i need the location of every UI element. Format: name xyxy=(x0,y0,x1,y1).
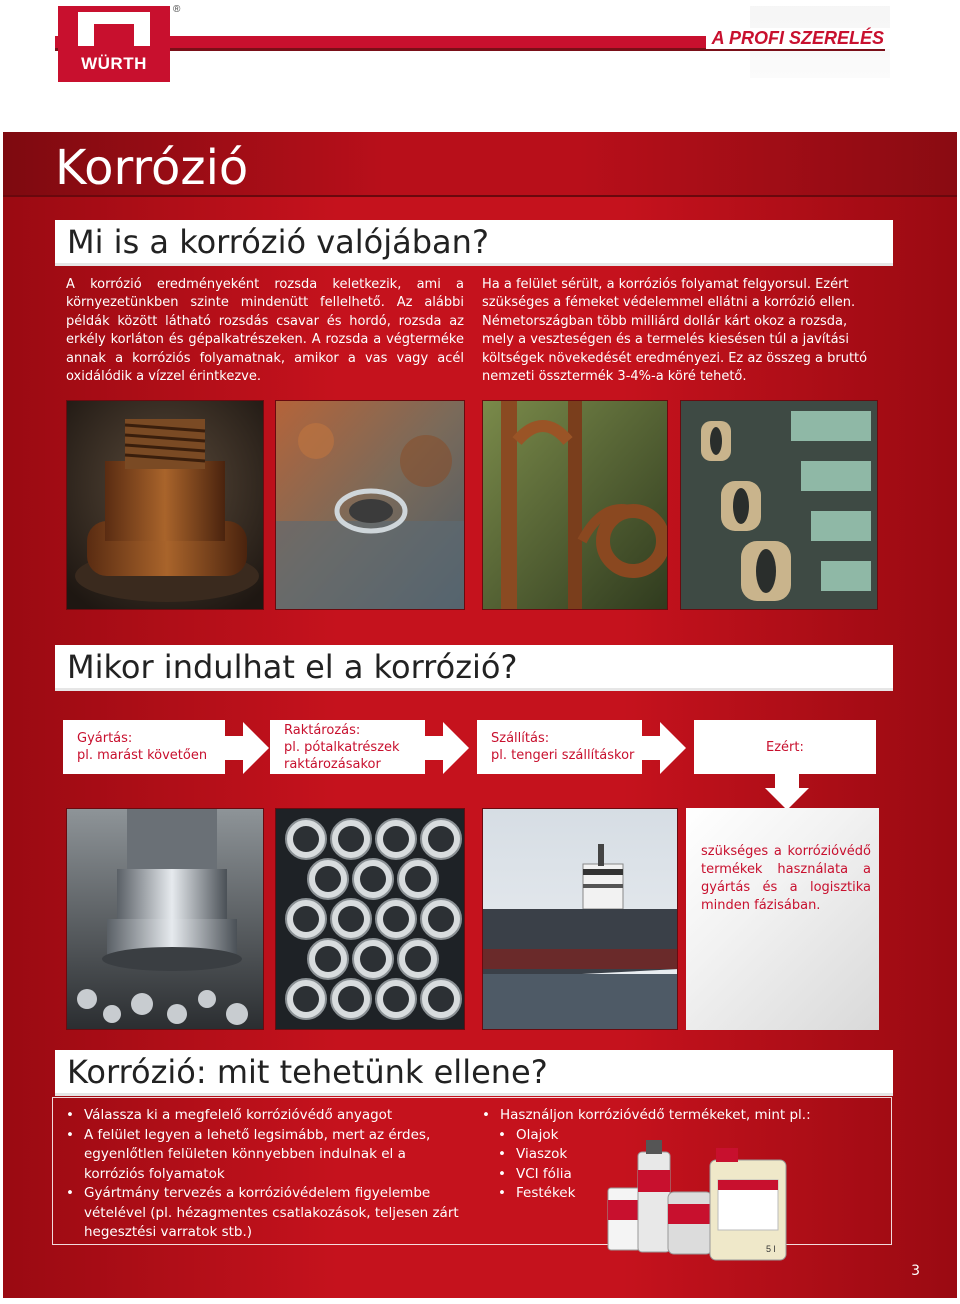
list-item: • Viaszok xyxy=(498,1145,842,1165)
section-what-is-corrosion-header xyxy=(55,220,893,266)
page-header xyxy=(0,0,960,95)
flow-step-storage-label: Raktározás: xyxy=(284,723,361,738)
section-when-corrosion-starts-title: Mikor indulhat el a korrózió? xyxy=(67,648,518,686)
wurth-logo-mark xyxy=(78,12,150,46)
canister-volume-label: 5 l xyxy=(766,1244,776,1254)
section1-right-paragraph: Ha a felület sérült, a korróziós folyamat felgyorsul. Ezért szükséges a fémeket védelemmel ellátni a korrózió ellen. Németországban több milliárd dollár kárt okoz a rozsda, mely a veszteségen és a termelés kiesésen túl a javítási költségek növekedését eredményezi. Ez az összeg a bruttó nemzeti össztermék 3-4%-a köré tehető. xyxy=(482,277,868,385)
list-item: • Olajok xyxy=(498,1126,842,1146)
registered-mark: ® xyxy=(173,4,181,15)
rusty-bolt-photo xyxy=(66,400,264,610)
section-what-can-we-do-title: Korrózió: mit tehetünk ellene? xyxy=(67,1053,548,1091)
flow-step-shipping-label: Szállítás: xyxy=(491,731,550,746)
list-item: • A felület legyen a lehető legsimább, mert az érdes, egyenlőtlen felületen könnyebben indulnak el a korróziós folyamatok xyxy=(66,1126,466,1185)
arrow-right-icon-stem-1 xyxy=(225,736,245,760)
list-item: • Festékek xyxy=(498,1184,842,1204)
flow-step-storage xyxy=(270,720,425,774)
products-image xyxy=(606,1140,788,1264)
section1-right-text xyxy=(482,276,882,386)
list-item: • VCI fólia xyxy=(498,1165,842,1185)
steel-pipes-photo xyxy=(275,808,465,1030)
flow-step-shipping xyxy=(477,720,642,774)
flow-step-storage-detail: pl. pótalkatrészek xyxy=(284,740,400,755)
page-title: Korrózió xyxy=(55,140,249,196)
flow-step-production-detail: pl. marást követően xyxy=(77,748,208,763)
section-what-is-corrosion-title: Mi is a korrózió valójában? xyxy=(67,223,489,261)
section1-left-paragraph: A korrózió eredményeként rozsda keletkezik, ami a környezetünkben szinte mindenütt fellelhető. Az alábbi példák között látható rozsdás csavar és hordó, rozsda az erkély korláton és gépalkatrészeken. A rozsda a végterméke annak a korróziós folyamatnak, amikor a vas vagy acél oxidálódik a vízzel érintkezve. xyxy=(66,277,464,385)
measures-left-list xyxy=(66,1106,466,1243)
flow-step-storage-detail-2: raktározásakor xyxy=(284,757,381,772)
wurth-logo-text: WÜRTH xyxy=(81,54,147,73)
arrow-right-icon xyxy=(660,722,686,774)
arrow-down-icon xyxy=(765,788,809,810)
flow-step-shipping-detail: pl. tengeri szállításkor xyxy=(491,748,635,763)
section-what-can-we-do-header xyxy=(55,1050,893,1096)
list-item: • Válassza ki a megfelelő korrózióvédő anyagot xyxy=(66,1106,466,1126)
flow-step-production-label: Gyártás: xyxy=(77,731,133,746)
cargo-ship-photo xyxy=(482,808,678,1030)
flow-step-production xyxy=(63,720,225,774)
arrow-right-icon xyxy=(443,722,469,774)
wurth-logo xyxy=(58,6,170,82)
section-when-corrosion-starts-header xyxy=(55,645,893,691)
rusty-barrel-photo xyxy=(275,400,465,610)
section1-left-text xyxy=(66,276,464,386)
conclusion-text: szükséges a korrózióvédő termékek használata a gyártás és a logisztika minden fázisában. xyxy=(701,844,871,913)
page-number: 3 xyxy=(911,1263,920,1279)
arrow-right-icon xyxy=(243,722,269,774)
milling-machine-photo xyxy=(66,808,264,1030)
page-title-bar xyxy=(3,132,957,197)
arrow-right-icon-stem-3 xyxy=(642,736,662,760)
conclusion-box xyxy=(686,808,879,1030)
rusty-railing-photo xyxy=(482,400,668,610)
flow-step-therefore xyxy=(694,720,876,774)
list-item: • Gyártmány tervezés a korrózióvédelem figyelembe vételével (pl. hézagmentes csatlakozások, teljesen zárt hegesztési varratok stb.) xyxy=(66,1184,466,1243)
header-slogan: A PROFI SZERELÉS xyxy=(706,28,890,49)
products-intro: • Használjon korrózióvédő termékeket, mint pl.: xyxy=(482,1106,842,1126)
machine-parts-photo xyxy=(680,400,878,610)
flow-step-therefore-label: Ezért: xyxy=(766,740,804,755)
arrow-right-icon-stem-2 xyxy=(425,736,445,760)
